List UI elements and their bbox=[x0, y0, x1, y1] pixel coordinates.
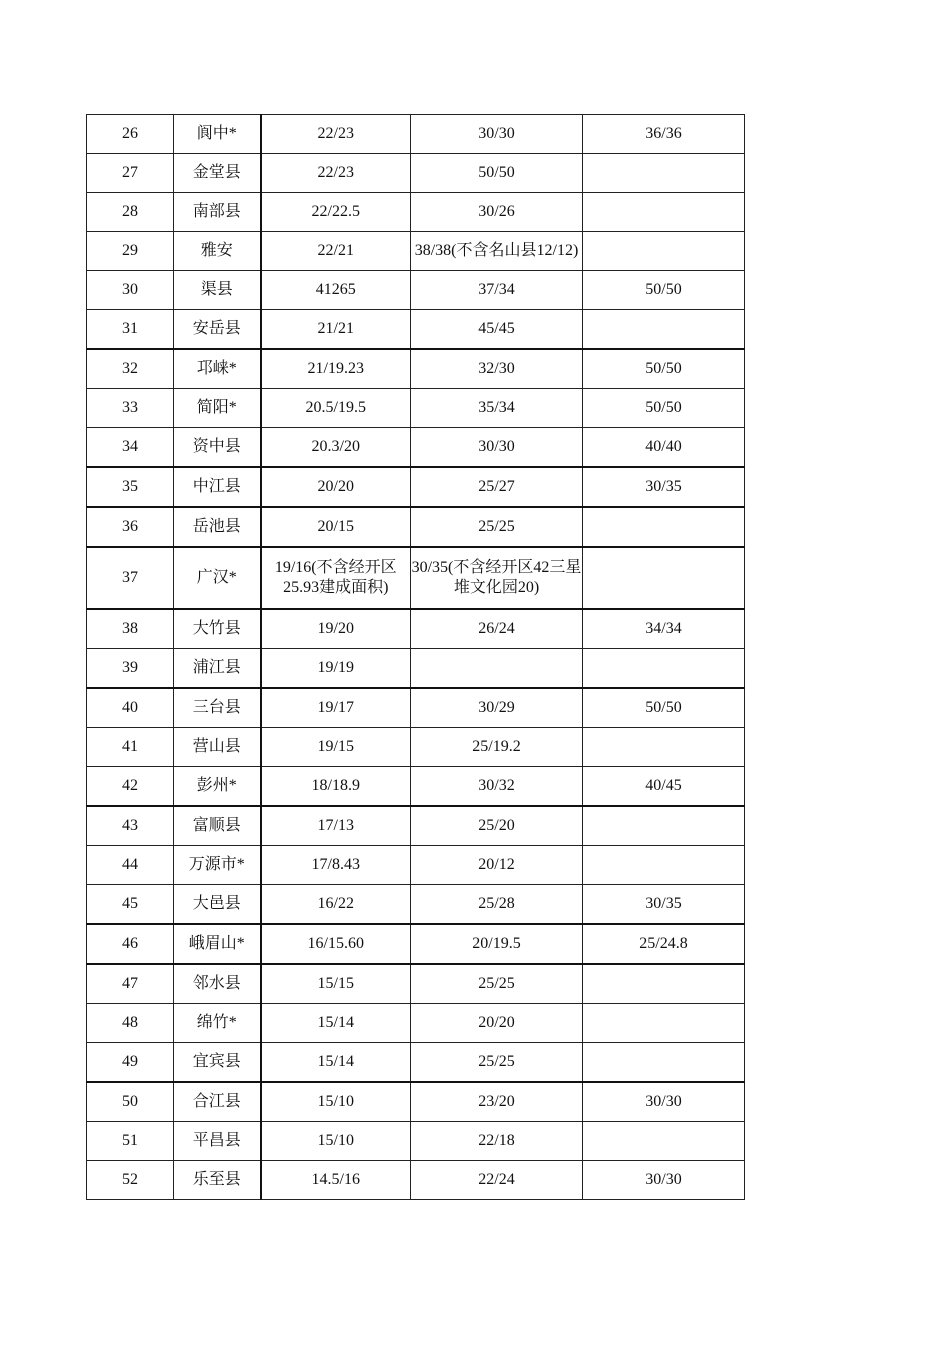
row-number: 41 bbox=[87, 728, 174, 767]
value-col-3: 50/50 bbox=[583, 271, 745, 310]
value-col-2: 30/32 bbox=[411, 767, 583, 807]
region-name: 平昌县 bbox=[174, 1122, 261, 1161]
row-number: 36 bbox=[87, 507, 174, 547]
row-number: 43 bbox=[87, 806, 174, 846]
value-col-1: 16/15.60 bbox=[261, 924, 411, 964]
value-col-3 bbox=[583, 154, 745, 193]
region-name: 中江县 bbox=[174, 467, 261, 507]
value-col-1: 18/18.9 bbox=[261, 767, 411, 807]
city-size-table bbox=[86, 114, 745, 1200]
table-row bbox=[87, 649, 745, 689]
row-number: 42 bbox=[87, 767, 174, 807]
table-row bbox=[87, 193, 745, 232]
value-col-2: 26/24 bbox=[411, 609, 583, 649]
value-col-1: 22/21 bbox=[261, 232, 411, 271]
region-name: 安岳县 bbox=[174, 310, 261, 350]
region-name: 金堂县 bbox=[174, 154, 261, 193]
value-col-1: 22/22.5 bbox=[261, 193, 411, 232]
row-number: 49 bbox=[87, 1043, 174, 1083]
value-col-3 bbox=[583, 846, 745, 885]
value-col-3: 34/34 bbox=[583, 609, 745, 649]
row-number: 26 bbox=[87, 115, 174, 154]
value-col-1: 21/21 bbox=[261, 310, 411, 350]
table-row bbox=[87, 310, 745, 350]
value-col-1: 22/23 bbox=[261, 154, 411, 193]
value-col-3 bbox=[583, 310, 745, 350]
region-name: 阆中* bbox=[174, 115, 261, 154]
row-number: 27 bbox=[87, 154, 174, 193]
region-name: 简阳* bbox=[174, 389, 261, 428]
row-number: 50 bbox=[87, 1082, 174, 1122]
table-row bbox=[87, 467, 745, 507]
value-col-1: 15/10 bbox=[261, 1122, 411, 1161]
row-number: 46 bbox=[87, 924, 174, 964]
value-col-1: 20/20 bbox=[261, 467, 411, 507]
region-name: 大竹县 bbox=[174, 609, 261, 649]
row-number: 51 bbox=[87, 1122, 174, 1161]
value-col-3: 30/35 bbox=[583, 885, 745, 925]
value-col-2: 25/27 bbox=[411, 467, 583, 507]
value-col-1: 20/15 bbox=[261, 507, 411, 547]
table-row bbox=[87, 1161, 745, 1200]
value-col-1: 14.5/16 bbox=[261, 1161, 411, 1200]
row-number: 31 bbox=[87, 310, 174, 350]
value-col-3 bbox=[583, 806, 745, 846]
value-col-2: 25/19.2 bbox=[411, 728, 583, 767]
value-col-1: 15/14 bbox=[261, 1043, 411, 1083]
value-col-2: 22/24 bbox=[411, 1161, 583, 1200]
table-row bbox=[87, 728, 745, 767]
region-name: 彭州* bbox=[174, 767, 261, 807]
table-row bbox=[87, 232, 745, 271]
table-row bbox=[87, 428, 745, 468]
value-col-1: 15/14 bbox=[261, 1004, 411, 1043]
row-number: 33 bbox=[87, 389, 174, 428]
value-col-3: 30/30 bbox=[583, 1161, 745, 1200]
value-col-3: 30/35 bbox=[583, 467, 745, 507]
value-col-2: 35/34 bbox=[411, 389, 583, 428]
region-name: 峨眉山* bbox=[174, 924, 261, 964]
region-name: 营山县 bbox=[174, 728, 261, 767]
region-name: 邛崃* bbox=[174, 349, 261, 389]
value-col-2: 20/19.5 bbox=[411, 924, 583, 964]
table-row bbox=[87, 885, 745, 925]
region-name: 三台县 bbox=[174, 688, 261, 728]
row-number: 39 bbox=[87, 649, 174, 689]
table-row bbox=[87, 1082, 745, 1122]
value-col-1: 20.3/20 bbox=[261, 428, 411, 468]
value-col-2: 45/45 bbox=[411, 310, 583, 350]
value-col-3 bbox=[583, 1122, 745, 1161]
table-row bbox=[87, 271, 745, 310]
value-col-1: 19/19 bbox=[261, 649, 411, 689]
table-row bbox=[87, 1004, 745, 1043]
value-col-2: 25/28 bbox=[411, 885, 583, 925]
table-row bbox=[87, 1043, 745, 1083]
value-col-3: 50/50 bbox=[583, 688, 745, 728]
table-row bbox=[87, 389, 745, 428]
value-col-3: 40/45 bbox=[583, 767, 745, 807]
region-name: 万源市* bbox=[174, 846, 261, 885]
value-col-3: 50/50 bbox=[583, 349, 745, 389]
region-name: 乐至县 bbox=[174, 1161, 261, 1200]
row-number: 44 bbox=[87, 846, 174, 885]
table-row bbox=[87, 806, 745, 846]
value-col-2: 25/25 bbox=[411, 1043, 583, 1083]
row-number: 40 bbox=[87, 688, 174, 728]
value-col-2: 23/20 bbox=[411, 1082, 583, 1122]
row-number: 52 bbox=[87, 1161, 174, 1200]
region-name: 宜宾县 bbox=[174, 1043, 261, 1083]
table-row bbox=[87, 767, 745, 807]
value-col-3 bbox=[583, 232, 745, 271]
table-row bbox=[87, 924, 745, 964]
row-number: 45 bbox=[87, 885, 174, 925]
row-number: 30 bbox=[87, 271, 174, 310]
value-col-3: 50/50 bbox=[583, 389, 745, 428]
table-row bbox=[87, 154, 745, 193]
value-col-2: 25/25 bbox=[411, 507, 583, 547]
value-col-1: 22/23 bbox=[261, 115, 411, 154]
value-col-2: 20/12 bbox=[411, 846, 583, 885]
value-col-3: 40/40 bbox=[583, 428, 745, 468]
table-row bbox=[87, 964, 745, 1004]
region-name: 渠县 bbox=[174, 271, 261, 310]
row-number: 29 bbox=[87, 232, 174, 271]
value-col-3 bbox=[583, 1004, 745, 1043]
region-name: 富顺县 bbox=[174, 806, 261, 846]
value-col-1: 21/19.23 bbox=[261, 349, 411, 389]
region-name: 资中县 bbox=[174, 428, 261, 468]
value-col-1: 19/15 bbox=[261, 728, 411, 767]
value-col-1: 20.5/19.5 bbox=[261, 389, 411, 428]
value-col-3 bbox=[583, 649, 745, 689]
value-col-2: 30/26 bbox=[411, 193, 583, 232]
value-col-1: 19/20 bbox=[261, 609, 411, 649]
value-col-1: 41265 bbox=[261, 271, 411, 310]
value-col-2: 30/35(不含经开区42三星堆文化园20) bbox=[411, 547, 583, 609]
value-col-3: 36/36 bbox=[583, 115, 745, 154]
table-row bbox=[87, 115, 745, 154]
value-col-3 bbox=[583, 728, 745, 767]
value-col-3 bbox=[583, 964, 745, 1004]
value-col-1: 15/15 bbox=[261, 964, 411, 1004]
region-name: 邻水县 bbox=[174, 964, 261, 1004]
value-col-3 bbox=[583, 1043, 745, 1083]
table-row bbox=[87, 507, 745, 547]
value-col-2: 32/30 bbox=[411, 349, 583, 389]
region-name: 浦江县 bbox=[174, 649, 261, 689]
value-col-1: 15/10 bbox=[261, 1082, 411, 1122]
value-col-1: 16/22 bbox=[261, 885, 411, 925]
row-number: 37 bbox=[87, 547, 174, 609]
row-number: 28 bbox=[87, 193, 174, 232]
row-number: 32 bbox=[87, 349, 174, 389]
value-col-2: 22/18 bbox=[411, 1122, 583, 1161]
table-row bbox=[87, 846, 745, 885]
table-row bbox=[87, 547, 745, 609]
value-col-1: 17/13 bbox=[261, 806, 411, 846]
value-col-2: 25/20 bbox=[411, 806, 583, 846]
value-col-2: 25/25 bbox=[411, 964, 583, 1004]
value-col-2: 30/29 bbox=[411, 688, 583, 728]
region-name: 绵竹* bbox=[174, 1004, 261, 1043]
row-number: 47 bbox=[87, 964, 174, 1004]
value-col-3 bbox=[583, 193, 745, 232]
region-name: 雅安 bbox=[174, 232, 261, 271]
row-number: 48 bbox=[87, 1004, 174, 1043]
value-col-3 bbox=[583, 547, 745, 609]
value-col-2: 37/34 bbox=[411, 271, 583, 310]
region-name: 合江县 bbox=[174, 1082, 261, 1122]
region-name: 岳池县 bbox=[174, 507, 261, 547]
row-number: 38 bbox=[87, 609, 174, 649]
value-col-2: 20/20 bbox=[411, 1004, 583, 1043]
value-col-1: 19/16(不含经开区25.93建成面积) bbox=[261, 547, 411, 609]
table-row bbox=[87, 349, 745, 389]
value-col-2: 30/30 bbox=[411, 428, 583, 468]
row-number: 35 bbox=[87, 467, 174, 507]
value-col-3 bbox=[583, 507, 745, 547]
value-col-1: 19/17 bbox=[261, 688, 411, 728]
row-number: 34 bbox=[87, 428, 174, 468]
table-row bbox=[87, 688, 745, 728]
region-name: 南部县 bbox=[174, 193, 261, 232]
table-row bbox=[87, 1122, 745, 1161]
value-col-2 bbox=[411, 649, 583, 689]
value-col-2: 38/38(不含名山县12/12) bbox=[411, 232, 583, 271]
value-col-2: 50/50 bbox=[411, 154, 583, 193]
region-name: 广汉* bbox=[174, 547, 261, 609]
table-body bbox=[87, 115, 745, 1200]
value-col-1: 17/8.43 bbox=[261, 846, 411, 885]
region-name: 大邑县 bbox=[174, 885, 261, 925]
table-row bbox=[87, 609, 745, 649]
value-col-3: 25/24.8 bbox=[583, 924, 745, 964]
value-col-2: 30/30 bbox=[411, 115, 583, 154]
value-col-3: 30/30 bbox=[583, 1082, 745, 1122]
